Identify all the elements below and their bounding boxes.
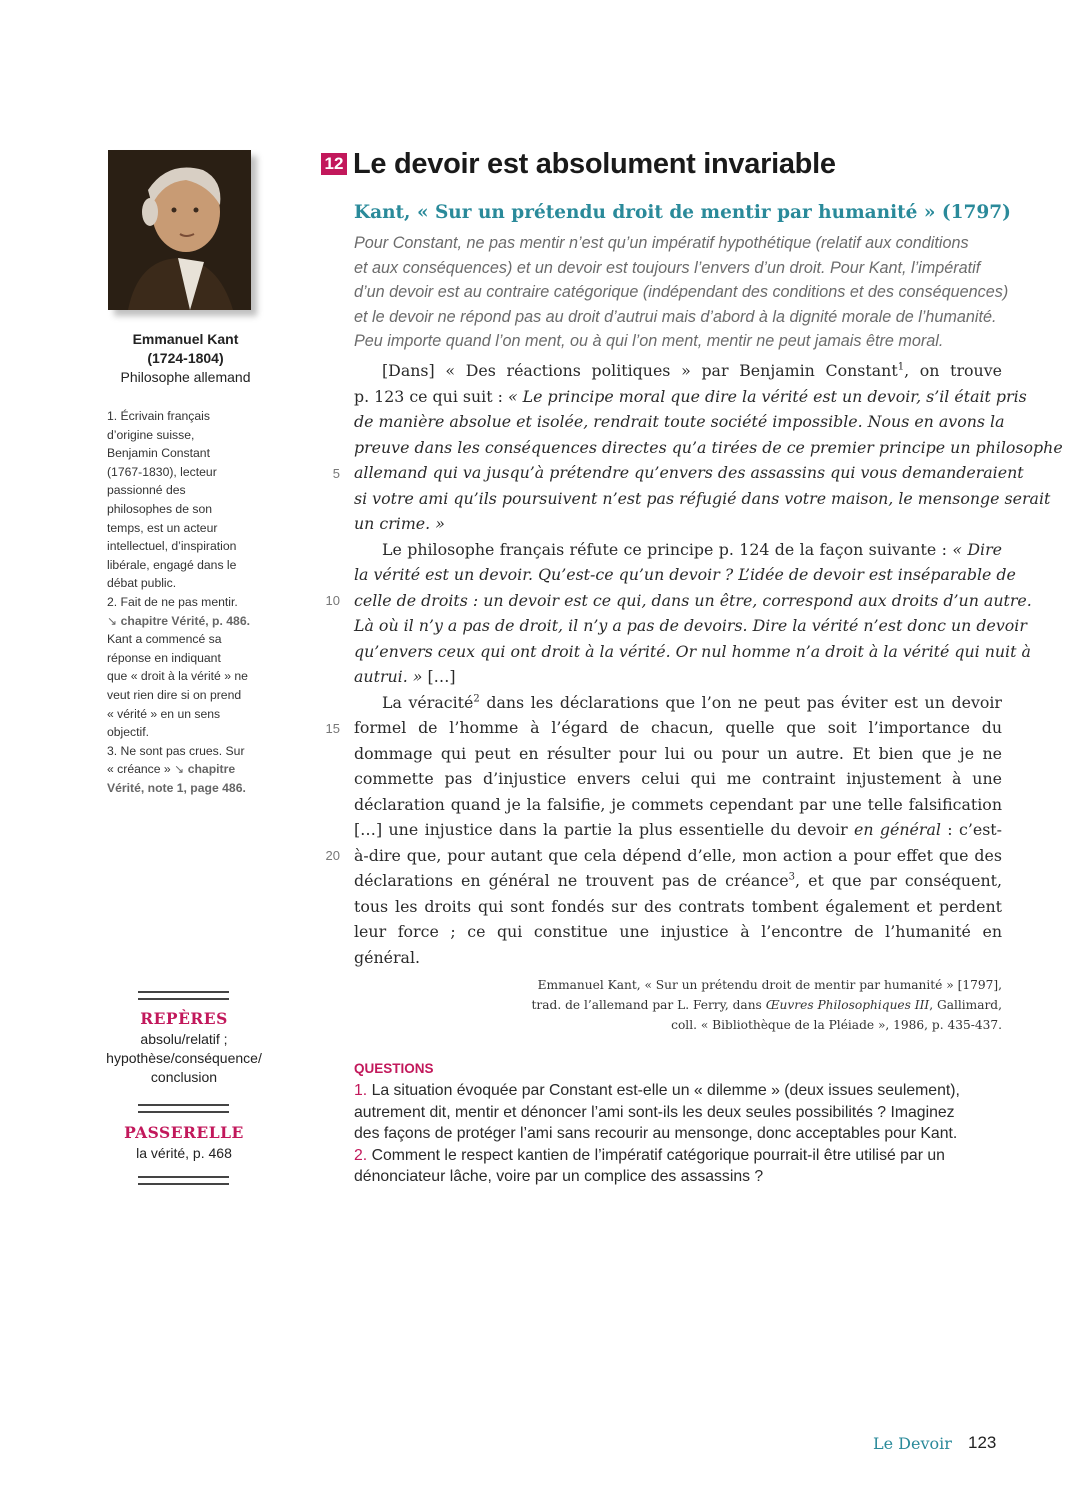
passerelle-link[interactable]: la vérité, p. 468 (136, 1145, 232, 1161)
reperes-heading: REPÈRES (140, 1009, 228, 1028)
divider (138, 1104, 229, 1113)
portrait-illustration (108, 150, 251, 310)
intro-line: et le devoir ne répond pas au droit d’autrui mais d’abord à la dignité morale de l’humanité. (354, 307, 997, 326)
footnote-term: « créance » (107, 762, 171, 777)
reperes-box (100, 1008, 268, 1087)
text-line: preuve dans les conséquences directes qu’a tirées de ce premier principe un philosophe (354, 437, 1063, 457)
intro-line: d’un devoir est au contraire catégorique (indépendant des conditions et des conséquences) (354, 283, 1009, 301)
question-2: 2. Comment le respect kantien de l’impératif catégorique pourrait-il être utilisé par un (354, 1146, 945, 1164)
footnote-line: intellectuel, d’inspiration (107, 539, 237, 554)
text-line: Le philosophe français réfute ce principe p. 124 de la façon suivante : « Dire (382, 539, 1002, 559)
text-line: la vérité est un devoir. Qu’est-ce qu’un devoir ? L’idée de devoir est inséparable de (354, 565, 1016, 584)
text-line: formel de l’homme à l’égard de chacun, quelle que soit l’importance du (354, 718, 1002, 737)
footnote-line: objectif. (107, 725, 150, 740)
author-caption (108, 330, 263, 387)
citation-line: coll. « Bibliothèque de la Pléiade », 1986, p. 435-437. (671, 1018, 1002, 1032)
intro-line: et aux conséquences) et un devoir est toujours l’envers d’un droit. Pour Kant, l’impératif (354, 258, 981, 277)
passerelle-box (100, 1122, 268, 1163)
text-line: celle de droits : un devoir est ce qui, dans un être, correspond aux droits d’un autre. (354, 590, 1032, 610)
line-number: 10 (325, 593, 340, 608)
footnote-ref-line (107, 760, 267, 779)
arrow-icon: ↘ (174, 762, 185, 777)
question-line: des façons de protéger l’ami sans recourir au mensonge, donc acceptables pour Kant. (354, 1125, 958, 1142)
footer-section-title: Le Devoir (873, 1434, 952, 1453)
source-citation (480, 975, 1002, 1035)
footnote-line: temps, est un acteur (107, 520, 218, 535)
text-line: général. (354, 947, 421, 967)
author-role: Philosophe allemand (120, 369, 251, 385)
cross-reference-link[interactable]: chapitre Vérité, p. 486. (120, 613, 250, 628)
questions-heading: QUESTIONS (354, 1061, 434, 1076)
cross-reference-link[interactable]: Vérité, note 1, page 486. (107, 780, 246, 795)
questions-list (354, 1080, 1004, 1188)
reperes-line: conclusion (150, 1069, 218, 1085)
text-line: à-dire que, pour autant que cela dépend d’elle, mon action a pour effet que des (354, 845, 1002, 865)
line-number: 5 (332, 466, 340, 481)
footnote-marker[interactable]: 3 (788, 871, 796, 883)
footnote-line: débat public. (107, 576, 177, 591)
footnote-line: 2. Fait de ne pas mentir. (107, 594, 238, 609)
divider (138, 1176, 229, 1185)
text-line: p. 123 ce qui suit : « Le principe moral que dire la vérité est un devoir, s’il était pris (354, 386, 1027, 406)
text-source-subtitle: Kant, « Sur un prétendu droit de mentir par humanité » (1797) (354, 202, 1011, 223)
footnote-line: libérale, engagé dans le (107, 557, 237, 572)
question-line: autrement dit, mentir et dénoncer l’ami sont-ils les deux seules possibilités ? Imaginez (354, 1103, 955, 1121)
footnote-line: « vérité » en un sens (107, 706, 221, 721)
divider (138, 991, 229, 1000)
text-line: autrui. » […] (354, 667, 456, 686)
footnote-line: (1767-1830), lecteur (107, 464, 217, 479)
text-line: allemand qui va jusqu’à prétendre qu’envers des assassins qui vous demanderaient (354, 463, 1024, 482)
text-line: déclaration quand je la falsifie, je commets cependant par une telle falsification (354, 794, 1002, 814)
text-line: de manière absolue et isolée, rendrait toute société impossible. Nous en avons la (354, 412, 1005, 431)
text-line: si votre ami qu’ils poursuivent n’est pas réfugié dans votre maison, le mensonge serait (354, 488, 1051, 508)
footnote-line: 3. Ne sont pas crues. Sur (107, 743, 245, 758)
reperes-line: absolu/relatif ; (140, 1031, 228, 1047)
footnote-ref-line (107, 612, 267, 631)
page-number: 123 (968, 1433, 997, 1452)
text-line: un crime. » (354, 514, 445, 533)
footnote-line: passionné des (107, 483, 186, 498)
page-title: Le devoir est absolument invariable (353, 148, 836, 180)
question-number: 2. (354, 1146, 368, 1164)
footnote-line: philosophes de son (107, 501, 213, 516)
arrow-icon: ↘ (107, 613, 118, 628)
text-line: leur force ; ce qui constitue une injustice à l’encontre de l’humanité en (354, 922, 1002, 941)
section-number-badge: 12 (321, 153, 347, 175)
footnotes (107, 407, 267, 797)
citation-line: trad. de l’allemand par L. Ferry, dans Œuvres Philosophiques III, Gallimard, (531, 998, 1002, 1012)
cross-reference-link[interactable]: chapitre (187, 762, 236, 777)
author-portrait (108, 150, 251, 310)
question-number: 1. (354, 1082, 368, 1099)
footnote-line: d’origine suisse, (107, 427, 195, 442)
text-line: Là où il n’y a pas de droit, il n’y a pas de devoirs. Dire la vérité n’est donc un devoir (354, 616, 1027, 635)
passerelle-heading: PASSERELLE (124, 1123, 244, 1142)
footnote-line: Benjamin Constant (107, 446, 210, 461)
footnote-line: réponse en indiquant (107, 650, 221, 665)
reperes-line: hypothèse/conséquence/ (106, 1050, 262, 1066)
text-line: […] une injustice dans la partie la plus essentielle du devoir en général : c’est- (354, 820, 1002, 839)
citation-line: Emmanuel Kant, « Sur un prétendu droit de mentir par humanité » [1797], (537, 978, 1002, 992)
intro-line: Pour Constant, ne pas mentir n’est qu’un impératif hypothétique (relatif aux conditions (354, 234, 969, 252)
main-text (354, 358, 1063, 970)
line-number: 20 (325, 848, 340, 863)
footnote-marker[interactable]: 1 (897, 361, 905, 373)
question-1: 1. La situation évoquée par Constant est-elle un « dilemme » (deux issues seulement), (354, 1082, 960, 1099)
author-name: Emmanuel Kant (132, 331, 239, 347)
footnote-marker[interactable]: 2 (473, 693, 480, 705)
line-number: 15 (325, 721, 340, 736)
footnote-line: que « droit à la vérité » ne (107, 669, 248, 684)
text-line: commette pas d’injustice envers celui qui me contraint injustement à une (354, 769, 1002, 788)
intro-summary (354, 231, 1014, 354)
text-line: dommage qui peut en résulter pour lui ou pour un autre. Et bien que je ne (354, 743, 1002, 763)
footnote-line: veut rien dire si on prend (107, 687, 242, 702)
footnote-line: 1. Écrivain français (107, 409, 210, 423)
author-dates: (1724-1804) (147, 350, 224, 366)
text-line: déclarations en général ne trouvent pas de créance$^3$, et que par conséquent, (354, 871, 1002, 890)
text-line: La véracité$^2$ dans les déclarations que l’on ne peut pas éviter est un devoir (382, 692, 1002, 712)
text-line: tous les droits qui sont fondés sur des contrats tombent également et perdent (354, 896, 1002, 916)
text-line: [Dans] « Des réactions politiques » par Benjamin Constant$^1$, on trouve (382, 361, 1002, 380)
text-line: qu’envers ceux qui ont droit à la vérité. Or nul homme n’a droit à la vérité qui nuit à (354, 641, 1031, 661)
footnote-line: Kant a commencé sa (107, 632, 222, 647)
question-line: dénonciateur lâche, voire par un complice des assassins ? (354, 1168, 764, 1185)
intro-line: Peu importe quand l’on ment, ou à qui l’on ment, mentir ne peut jamais être moral. (354, 332, 944, 350)
